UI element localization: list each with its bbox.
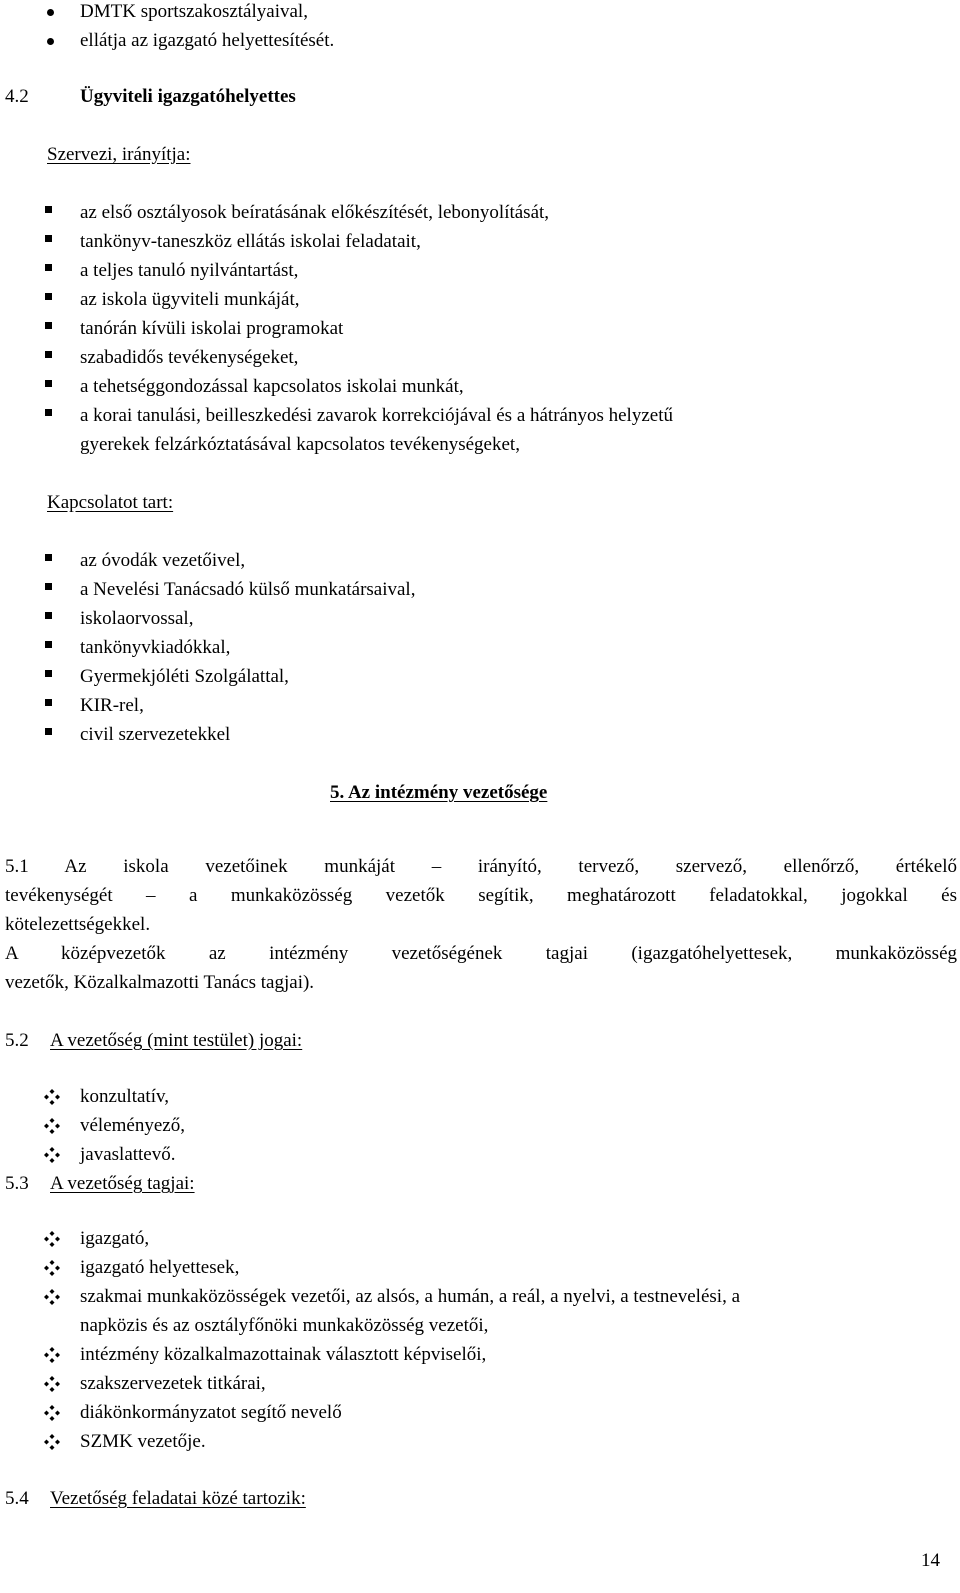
section-number: 4.2	[5, 86, 29, 107]
square-bullet-icon	[45, 583, 52, 590]
diamond-bullet-icon	[44, 1089, 60, 1105]
list-item: szabadidős tevékenységeket,	[80, 347, 299, 368]
list-item-continuation: napközis és az osztályfőnöki munkaközösség vezetői,	[80, 1315, 489, 1336]
list-item: a Nevelési Tanácsadó külső munkatársaival,	[80, 579, 416, 600]
diamond-bullet-icon	[44, 1231, 60, 1247]
paragraph-line: 5.1 Az iskola vezetőinek munkáját – irányító, tervező, szervező, ellenőrző, értékelő	[5, 856, 957, 877]
list-item: igazgató,	[80, 1228, 150, 1249]
bullet-dot-icon	[47, 38, 54, 45]
list-item: a teljes tanuló nyilvántartást,	[80, 260, 299, 281]
square-bullet-icon	[45, 641, 52, 648]
list-item: tanórán kívüli iskolai programokat	[80, 318, 344, 339]
bullet-dot-icon	[47, 9, 54, 16]
square-bullet-icon	[45, 322, 52, 329]
subsection-title: A vezetőség (mint testület) jogai:	[50, 1030, 303, 1051]
list-item: javaslattevő.	[80, 1144, 176, 1165]
paragraph-line: tevékenységét – a munkaközösség vezetők segítik, meghatározott feladatokkal, jogokkal és	[5, 885, 957, 906]
list-item: konzultatív,	[80, 1086, 169, 1107]
diamond-bullet-icon	[44, 1376, 60, 1392]
page-number: 14	[921, 1550, 940, 1571]
square-bullet-icon	[45, 293, 52, 300]
diamond-bullet-icon	[44, 1434, 60, 1450]
subsection-number: 5.4	[5, 1488, 29, 1509]
section-title: Ügyviteli igazgatóhelyettes	[80, 86, 296, 107]
list-item: iskolaorvossal,	[80, 608, 194, 629]
square-bullet-icon	[45, 206, 52, 213]
square-bullet-icon	[45, 612, 52, 619]
paragraph-line: kötelezettségekkel.	[5, 914, 151, 935]
square-bullet-icon	[45, 380, 52, 387]
square-bullet-icon	[45, 728, 52, 735]
subsection-title: A vezetőség tagjai:	[50, 1173, 195, 1194]
list-item: az iskola ügyviteli munkáját,	[80, 289, 300, 310]
list-item: szakszervezetek titkárai,	[80, 1373, 266, 1394]
diamond-bullet-icon	[44, 1405, 60, 1421]
list-item: az óvodák vezetőivel,	[80, 550, 246, 571]
contact-label: Kapcsolatot tart:	[47, 492, 174, 513]
list-item-continuation: gyerekek felzárkóztatásával kapcsolatos tevékenységeket,	[80, 434, 520, 455]
square-bullet-icon	[45, 235, 52, 242]
list-item: az első osztályosok beíratásának előkészítését, lebonyolítását,	[80, 202, 550, 223]
directs-label: Szervezi, irányítja:	[47, 144, 191, 165]
chapter-heading: 5. Az intézmény vezetősége	[330, 782, 548, 803]
list-item: tankönyvkiadókkal,	[80, 637, 231, 658]
diamond-bullet-icon	[44, 1347, 60, 1363]
list-item: a tehetséggondozással kapcsolatos iskolai munkát,	[80, 376, 464, 397]
diamond-bullet-icon	[44, 1147, 60, 1163]
list-item: DMTK sportszakosztályaival,	[80, 1, 308, 22]
list-item: véleményező,	[80, 1115, 185, 1136]
paragraph-line: vezetők, Közalkalmazotti Tanács tagjai).	[5, 972, 315, 993]
square-bullet-icon	[45, 699, 52, 706]
square-bullet-icon	[45, 554, 52, 561]
square-bullet-icon	[45, 409, 52, 416]
list-item: tankönyv-taneszköz ellátás iskolai feladatait,	[80, 231, 421, 252]
paragraph-line: A középvezetők az intézmény vezetőségének tagjai (igazgatóhelyettesek, munkaközösség	[5, 943, 957, 964]
list-item: Gyermekjóléti Szolgálattal,	[80, 666, 289, 687]
list-item: diákönkormányzatot segítő nevelő	[80, 1402, 342, 1423]
list-item: szakmai munkaközösségek vezetői, az alsós, a humán, a reál, a nyelvi, a testnevelési, a	[80, 1286, 740, 1307]
diamond-bullet-icon	[44, 1289, 60, 1305]
list-item: ellátja az igazgató helyettesítését.	[80, 30, 335, 51]
list-item: SZMK vezetője.	[80, 1431, 206, 1452]
square-bullet-icon	[45, 670, 52, 677]
list-item: a korai tanulási, beilleszkedési zavarok korrekciójával és a hátrányos helyzetű	[80, 405, 673, 426]
diamond-bullet-icon	[44, 1118, 60, 1134]
subsection-number: 5.3	[5, 1173, 29, 1194]
list-item: intézmény közalkalmazottainak választott képviselői,	[80, 1344, 487, 1365]
list-item: civil szervezetekkel	[80, 724, 231, 745]
square-bullet-icon	[45, 351, 52, 358]
subsection-title: Vezetőség feladatai közé tartozik:	[50, 1488, 306, 1509]
list-item: igazgató helyettesek,	[80, 1257, 240, 1278]
list-item: KIR-rel,	[80, 695, 144, 716]
diamond-bullet-icon	[44, 1260, 60, 1276]
square-bullet-icon	[45, 264, 52, 271]
subsection-number: 5.2	[5, 1030, 29, 1051]
